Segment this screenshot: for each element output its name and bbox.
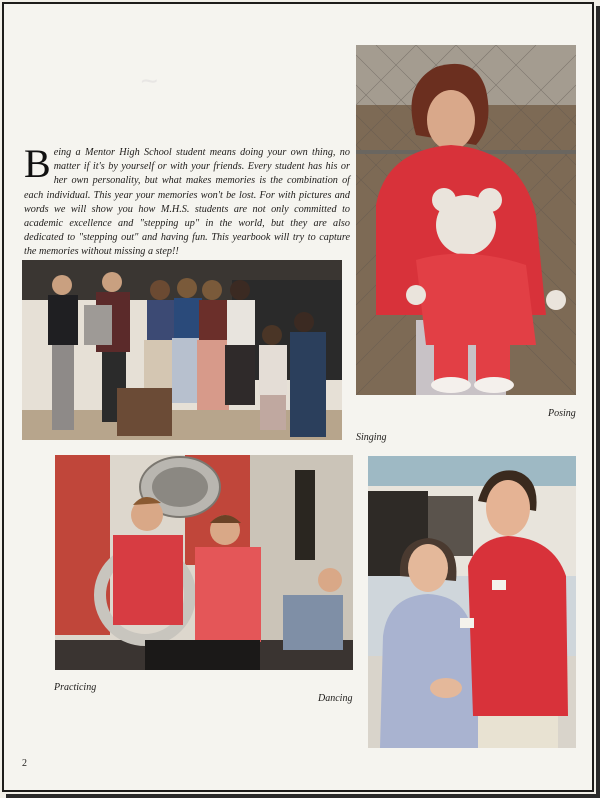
intro-text: eing a Mentor High School student means doing your own thing, no matter if it's by yourself or with your friends. Every student has his or her own personality, but what makes memories is the combination of each individual. This year your memories won't be lost. For with pictures and words we will show you how M.H.S. students are not only committed to academic excellence and "stepping up" in the world, but they are also dedicated to "stepping out" and having fun. This yearbook will try to capture the memories without missing a step!! <box>24 147 350 258</box>
page-shadow-right <box>596 6 600 798</box>
drop-cap: B <box>24 141 51 186</box>
caption-dancing: Dancing <box>318 693 353 704</box>
caption-singing: Singing <box>356 432 387 443</box>
photo-dancing <box>368 456 576 748</box>
photo-singing <box>22 260 342 440</box>
photo-practicing <box>55 455 353 670</box>
intro-paragraph <box>24 141 350 260</box>
caption-posing: Posing <box>548 408 576 419</box>
page-shadow-bottom <box>6 794 600 798</box>
faint-background-lettering: ~ <box>139 64 161 99</box>
photo-posing <box>356 45 576 395</box>
page-number: 2 <box>22 758 27 769</box>
caption-practicing: Practicing <box>54 682 97 693</box>
